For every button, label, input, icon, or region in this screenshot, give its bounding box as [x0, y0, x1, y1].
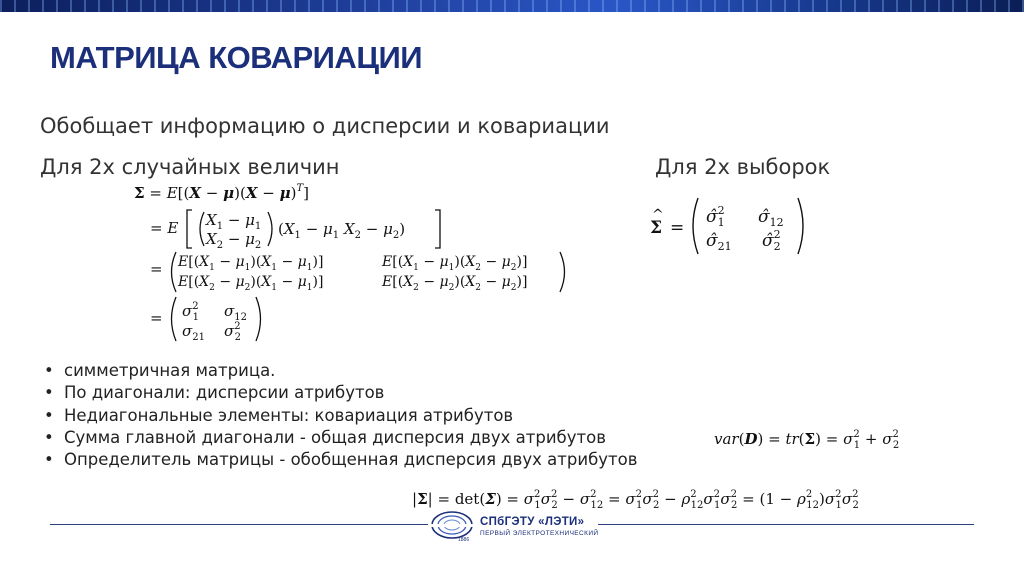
svg-text:σ21: $\sigma_{21}$ — [182, 322, 205, 343]
svg-text:σ̂22: σ̂$^2$ 2 — [762, 228, 781, 253]
svg-text:E[(X1 − μ1)(X2 − μ2)]: $E[(X_1 - \mu_1)(X_2 - \mu_2)]$ — [382, 254, 528, 273]
intro-line: Обобщает информацию о дисперсии и ковариации — [40, 114, 610, 138]
svg-text:E[(X1 − μ1)(X1 − μ1)]: $E[(X_1 - \mu_1)(X_1 - \mu_1)]$ — [178, 254, 324, 273]
svg-text:|Σ| = det(Σ) = σ21σ22 − σ212 =: $|\Sigma| = \det(\Sigma) = \sigma^2$ $1\sigma^2$ $2 - \sigma^2$ $12 = \sigma^2$ $1\sigma^2$ $2 - \rho^2$ $12\sigma^2$ $1\sigma^2$ $2 = (1 - \rho^2$ $12)\sigma^2$ $1\sigma^2$ 2 — [412, 489, 859, 511]
samples-heading: Для 2х выборок — [655, 155, 831, 179]
sample-covariance-matrix — [648, 192, 818, 262]
svg-text:X1 − μ1: $X_1 - \mu_1$ — [206, 211, 262, 232]
svg-text:= E: = E — [150, 219, 179, 237]
list-item: • Определитель матрицы - обобщенная дисперсия двух атрибутов — [44, 450, 638, 470]
top-decorative-bar — [0, 0, 1024, 12]
svg-text:Σ = E[(X − μ)(X − μ)T]: $\Sigma = E[(X - \mu)(X - \mu)^T]$ — [134, 183, 309, 202]
svg-text:E[(X2 − μ2)(X2 − μ2)]: $E[(X_2 - \mu_2)(X_2 - \mu_2)]$ — [382, 274, 528, 293]
svg-text:σ22: $\sigma^2$ 2 — [224, 321, 241, 343]
random-variables-heading: Для 2х случайных величин — [40, 155, 340, 179]
svg-text:(X1 − μ1 X2 − μ2): ($X_1 - \mu_1$ $X_2 - \mu_2$) — [278, 220, 406, 241]
svg-text:=: = — [150, 260, 163, 278]
list-item: • По диагонали: дисперсии атрибутов — [44, 383, 385, 403]
logo-title: СПбГЭТУ «ЛЭТИ» — [480, 516, 585, 528]
svg-text:=: = — [150, 309, 163, 327]
svg-text:X2 − μ2: $X_2 - \mu_2$ — [206, 230, 262, 251]
logo-subtitle: ПЕРВЫЙ ЭЛЕКТРОТЕХНИЧЕСКИЙ — [480, 530, 599, 537]
list-item: • симметричная матрица. — [44, 361, 276, 380]
svg-text:var(D) = tr(Σ) = σ21 + σ22: $var(D) = tr(\Sigma) = \sigma^2$ $1 + \sigma^2$ 2 — [714, 429, 900, 451]
svg-text:=: = — [670, 218, 685, 238]
svg-text:^: ^ — [652, 207, 664, 223]
footer-rule-right — [598, 524, 974, 525]
covariance-derivation-formula — [120, 178, 580, 348]
svg-text:E[(X2 − μ2)(X1 − μ1)]: $E[(X_2 - \mu_2)(X_1 - \mu_1)]$ — [178, 274, 324, 293]
svg-text:Σ: Σ — [650, 218, 663, 238]
list-item: • Недиагональные элементы: ковариация атрибутов — [44, 405, 514, 425]
svg-text:σ12: $\sigma_{12}$ — [224, 302, 247, 323]
university-logo — [430, 510, 620, 544]
svg-text:σ̂12: $\sigmâ_{12}$ — [758, 207, 784, 229]
properties-list — [44, 360, 637, 471]
trace-formula — [712, 424, 952, 454]
slide-title: МАТРИЦА КОВАРИАЦИИ — [50, 40, 423, 75]
svg-text:σ21: $\sigma^2$ 1 — [182, 301, 199, 323]
svg-text:σ̂21: σ̂$^2$ 1 — [706, 204, 725, 229]
svg-text:σ̂21: $\sigmâ_{21}$ — [706, 231, 732, 253]
footer-rule-left — [50, 524, 428, 525]
list-item: • Сумма главной диагонали - общая дисперсия двух атрибутов — [44, 427, 606, 447]
logo-year: 1886 — [458, 537, 470, 543]
